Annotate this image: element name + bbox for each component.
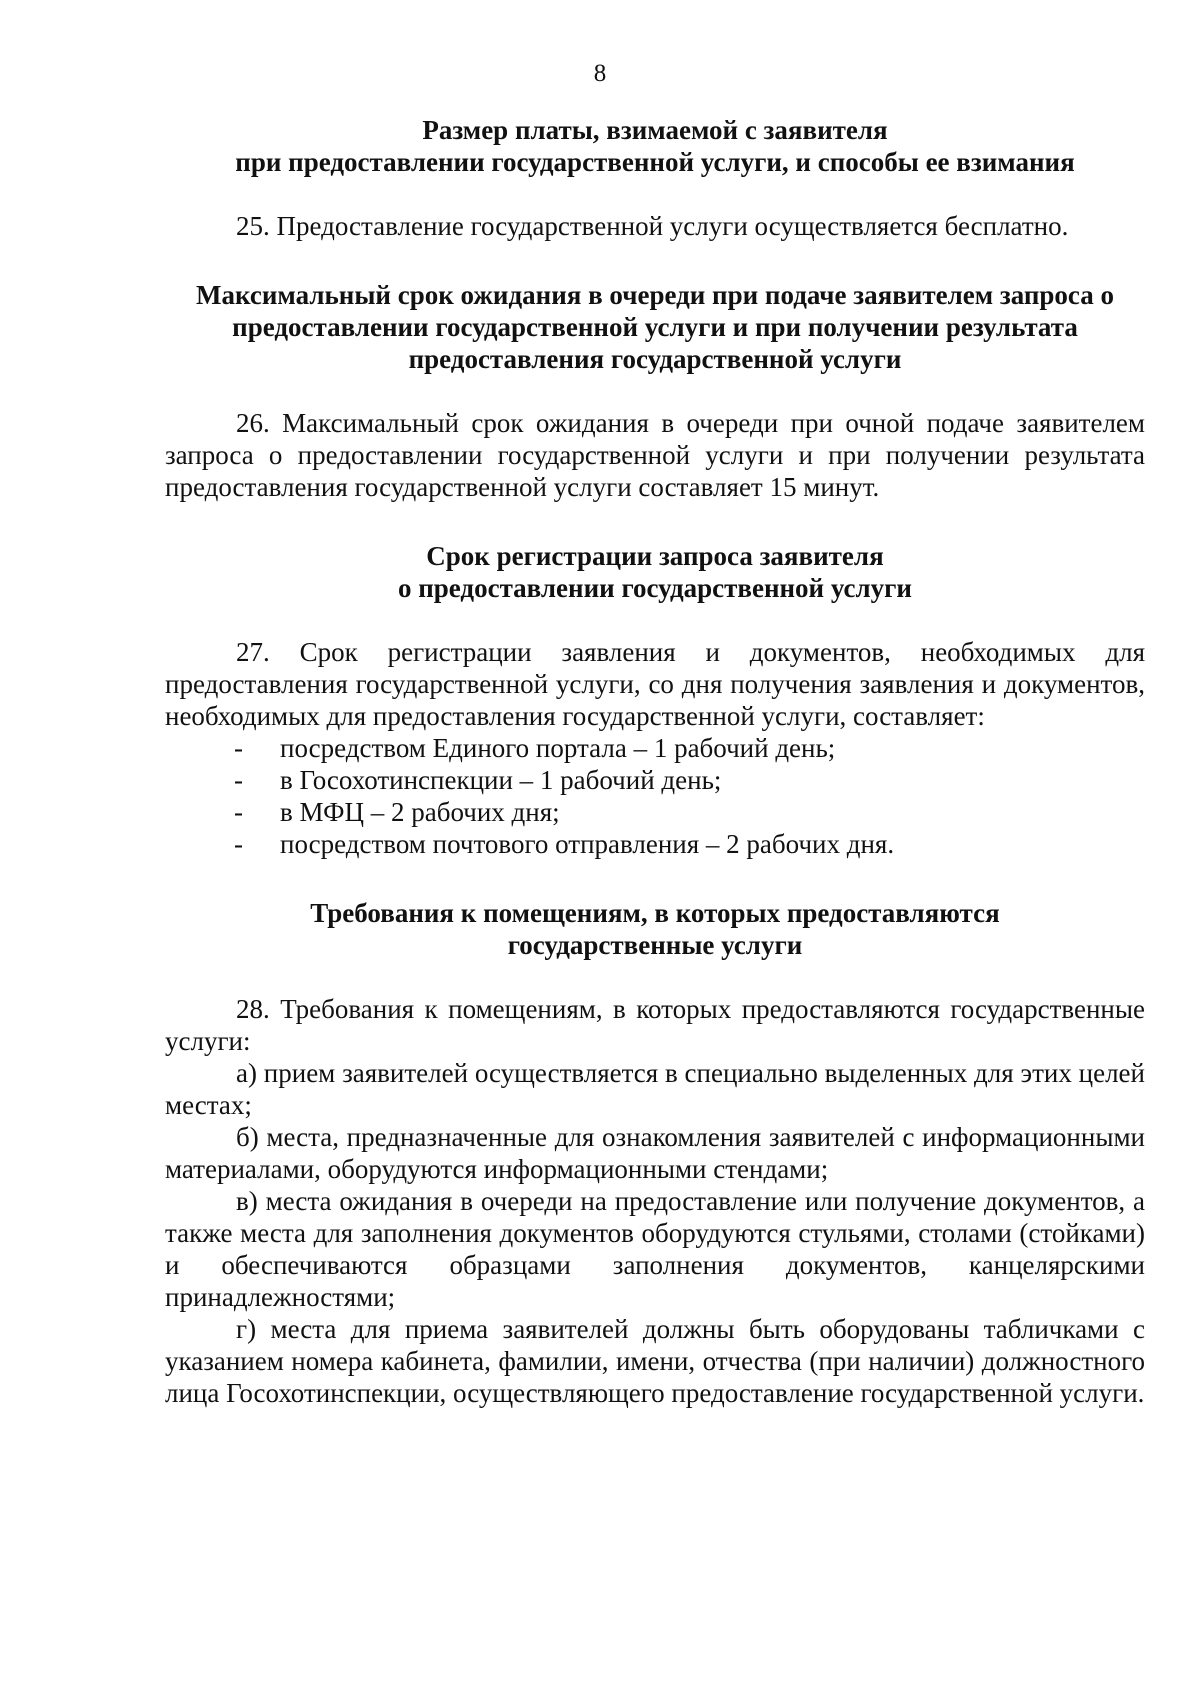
section-heading-queue (165, 279, 1145, 375)
heading-line: предоставления государственной услуги (408, 344, 902, 374)
heading-line: Максимальный срок ожидания в очереди при подаче заявителем запроса о (195, 280, 1114, 310)
paragraph-28: 28. Требования к помещениям, в которых предоставляются государственные услуги: (165, 994, 1145, 1056)
paragraph-28b: б) места, предназначенные для ознакомления заявителей с информационными материалами, оборудуются информационными стендами; (165, 1122, 1145, 1184)
list-item-text: посредством почтового отправления – 2 рабочих дня. (280, 829, 895, 859)
list-item: - в МФЦ – 2 рабочих дня; (234, 797, 560, 827)
heading-line: предоставлении государственной услуги и при получении результата (232, 312, 1078, 342)
list-item-text: в МФЦ – 2 рабочих дня; (280, 797, 560, 827)
heading-line: о предоставлении государственной услуги (397, 573, 912, 603)
paragraph-28c: в) места ожидания в очереди на предоставление или получение документов, а также места для заполнения документов оборудуются стульями, столами (стойками) и обеспечиваются образцами заполнения документов, канцелярскими принадлежностями; (165, 1186, 1145, 1312)
list-item-text: посредством Единого портала – 1 рабочий день; (280, 733, 836, 763)
paragraph-28a: а) прием заявителей осуществляется в специально выделенных для этих целей местах; (165, 1058, 1145, 1120)
heading-line: Срок регистрации запроса заявителя (426, 541, 884, 571)
list-item: - посредством почтового отправления – 2 рабочих дня. (234, 829, 895, 859)
registration-terms-list (165, 732, 1145, 860)
heading-line: Размер платы, взимаемой с заявителя (422, 115, 888, 145)
document-body (165, 114, 1145, 1409)
list-item: - посредством Единого портала – 1 рабочий день; (234, 733, 836, 763)
paragraph-28d: г) места для приема заявителей должны быть оборудованы табличками с указанием номера кабинета, фамилии, имени, отчества (при наличии) должностного лица Госохотинспекции, осуществляющего предоставление государственной услуги. (165, 1314, 1145, 1408)
heading-line: государственные услуги (507, 930, 803, 960)
paragraph-26: 26. Максимальный срок ожидания в очереди при очной подаче заявителем запроса о предоставлении государственной услуги и при получении результата предоставления государственной услуги составляет 15 минут. (165, 408, 1145, 502)
section-heading-fee (165, 114, 1145, 178)
section-heading-premises (165, 897, 1145, 961)
heading-line: Требования к помещениям, в которых предоставляются (310, 898, 1000, 928)
page-number: 8 (593, 60, 607, 87)
list-item-text: в Госохотинспекции – 1 рабочий день; (280, 765, 722, 795)
heading-line: при предоставлении государственной услуги, и способы ее взимания (235, 147, 1075, 177)
list-item: - в Госохотинспекции – 1 рабочий день; (234, 765, 722, 795)
section-heading-registration (165, 540, 1145, 604)
paragraph-27: 27. Срок регистрации заявления и документов, необходимых для предоставления государственной услуги, со дня получения заявления и документов, необходимых для предоставления государственной услуги, составляет: (165, 637, 1145, 731)
paragraph-25: 25. Предоставление государственной услуги осуществляется бесплатно. (236, 211, 1069, 241)
